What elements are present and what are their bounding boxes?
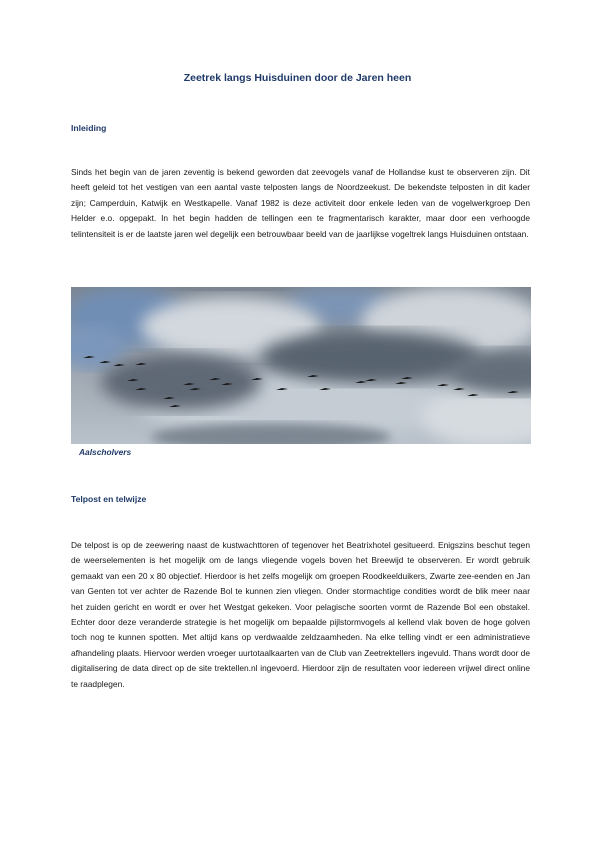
cormorant-photo (71, 287, 531, 444)
section-heading-telpost: Telpost en telwijze (71, 494, 147, 504)
paragraph-inleiding: Sinds het begin van de jaren zeventig is bekend geworden dat zeevogels vanaf de Hollandse kust te observeren zijn. Dit heeft geleid tot het vestigen van een aantal vaste telposten langs de Noordzeekust. De bekendste telposten in dit kader zijn; Camperduin, Katwijk en Westkapelle. Vanaf 1982 is deze activiteit door enkele leden van de vogelwerkgroep Den Helder e.o. opgepakt. In het begin hadden de tellingen een te fragmentarisch karakter, maar door een verhoogde telintensiteit is er de laatste jaren wel degelijk een betrouwbaar beeld van de jaarlijkse vogeltrek langs Huisduinen ontstaan. (71, 167, 530, 239)
cormorant-photo-image (71, 287, 531, 444)
section-heading-inleiding: Inleiding (71, 123, 107, 133)
photo-caption: Aalscholvers (79, 447, 132, 457)
document-title: Zeetrek langs Huisduinen door de Jaren heen (183, 72, 412, 84)
paragraph-telpost: De telpost is op de zeewering naast de kustwachttoren of tegenover het Beatrixhotel gesitueerd. Enigszins beschut tegen de weerselementen is het mogelijk om de langs vliegende vogels boven het Breewijd te observeren. Er wordt gebruik gemaakt van een 20 x 80 objectief. Hierdoor is het zelfs mogelijk om groepen Roodkeelduikers, Zwarte zee-eenden en Jan van Genten tot ver achter de Razende Bol te kunnen zien vliegen. Onder stormachtige condities wordt de blik meer naar het zuiden gericht en wordt er over het Westgat gekeken. Voor pelagische soorten vormt de Razende Bol een obstakel. Echter door deze veranderde strategie is het mogelijk om bepaalde pijlstormvogels al kellend vlak boven de hoge golven toch nog te kunnen spotten. Met altijd kans op verdwaalde zeldzaamheden. Na elke telling vindt er een administratieve afhandeling plaats. Hiervoor werden vroeger uurtotaalkaarten van de Club van Zeetrektellers ingevuld. Thans wordt door de digitalisering de data direct op de site trektellen.nl ingevoerd. Hierdoor zijn de resultaten voor iedereen vrijwel direct online te raadplegen. (71, 540, 530, 689)
